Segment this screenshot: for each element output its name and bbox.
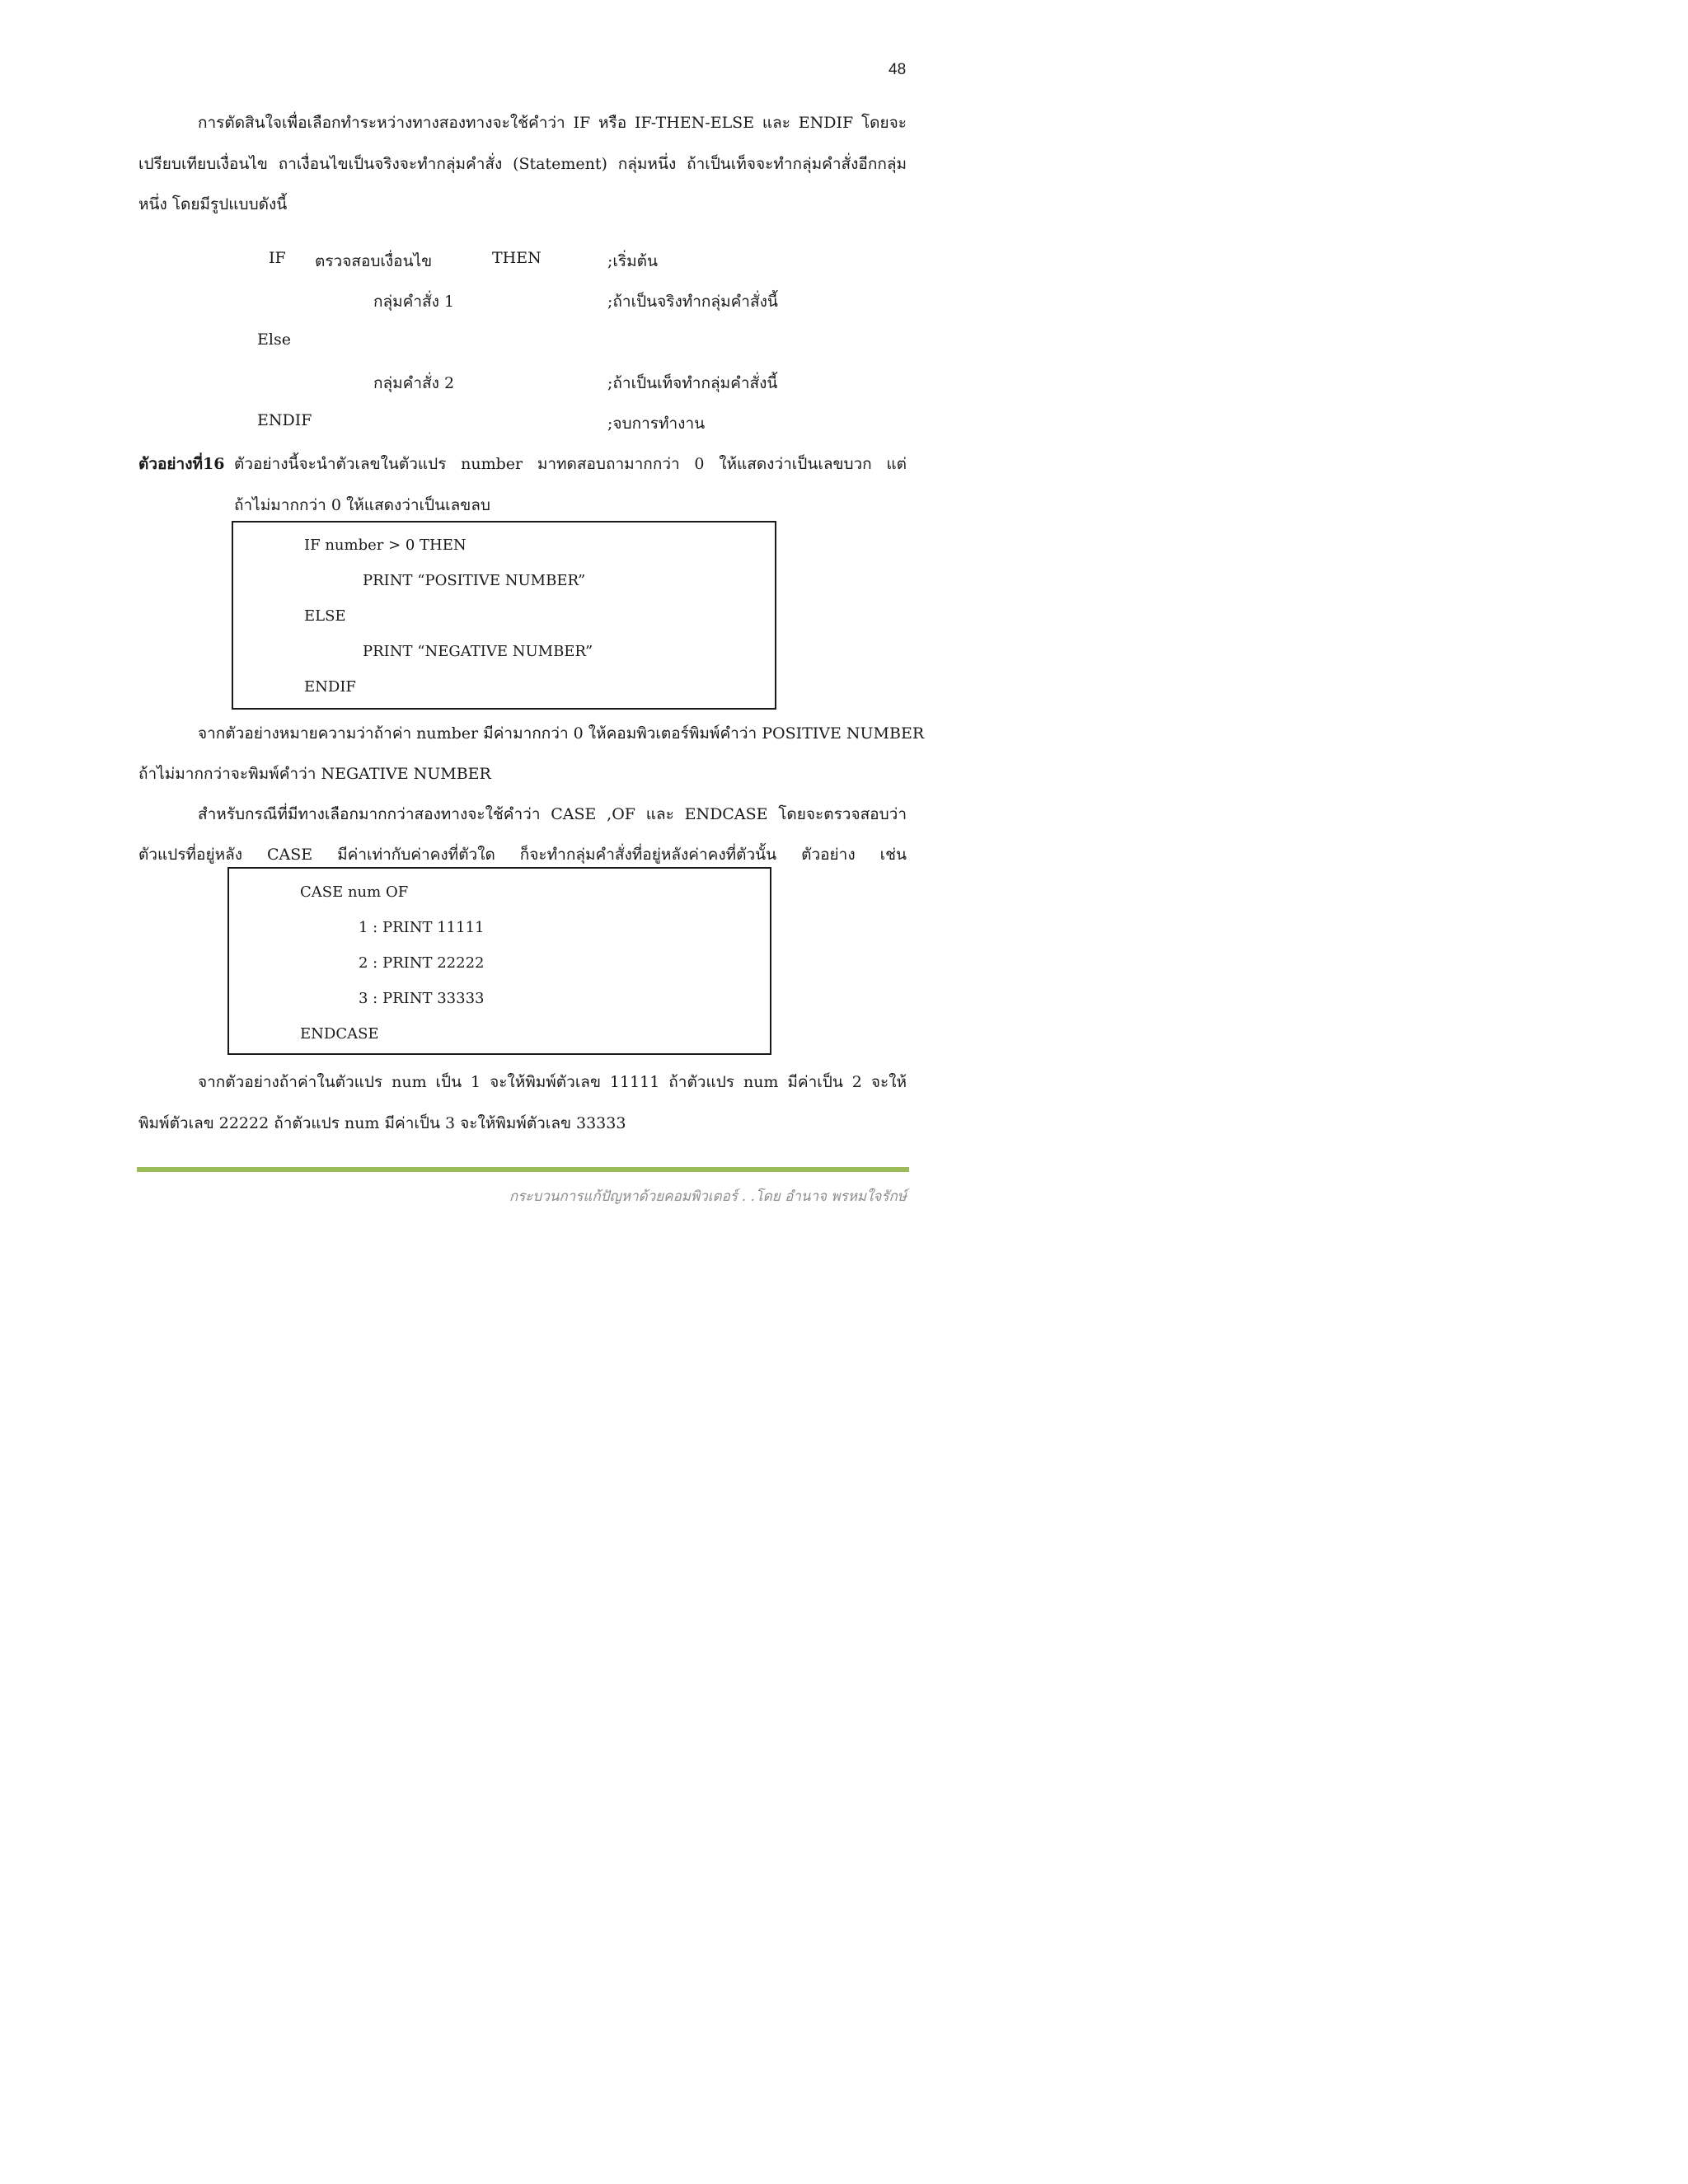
page-number: 48 bbox=[889, 61, 907, 78]
intro-line-2: เปรียบเทียบเงื่อนไข ถาเงื่อนไขเป็นจริงจะทำกลุ่มคำสั่ง (Statement) กลุ่มหนึ่ง ถ้าเป็นเท็จจะทำกลุ่มคำสั่งอีกกลุ่ม bbox=[138, 155, 907, 173]
code-line: ELSE bbox=[304, 607, 346, 625]
footer-rule bbox=[137, 1167, 909, 1172]
footer-text: กระบวนการแก้ปัญหาด้วยคอมพิวเตอร์ . .โดย อำนาจ พรหมใจรักษ์ bbox=[509, 1188, 907, 1205]
syntax-comment-false: ;ถ้าเป็นเท็จทำกลุ่มคำสั่งนี้ bbox=[607, 374, 778, 392]
explanation-1-line-1: จากตัวอย่างหมายความว่าถ้าค่า number มีค่ามากกว่า 0 ให้คอมพิวเตอร์พิมพ์คำว่า POSITIVE NUMBER bbox=[198, 724, 925, 743]
syntax-else-keyword: Else bbox=[257, 330, 291, 349]
code-line: ENDCASE bbox=[300, 1025, 379, 1043]
syntax-condition: ตรวจสอบเงื่อนไข bbox=[315, 252, 433, 270]
code-line: PRINT “POSITIVE NUMBER” bbox=[363, 572, 586, 589]
example-label: ตัวอย่างที่16 bbox=[138, 455, 225, 473]
explanation-2-line-1: จากตัวอย่างถ้าค่าในตัวแปร num เป็น 1 จะให้พิมพ์ตัวเลข 11111 ถ้าตัวแปร num มีค่าเป็น 2 จะให้ bbox=[198, 1073, 907, 1091]
code-line: 1 : PRINT 11111 bbox=[359, 919, 485, 936]
code-line: 2 : PRINT 22222 bbox=[359, 954, 485, 972]
syntax-group-1: กลุ่มคำสั่ง 1 bbox=[373, 293, 455, 311]
explanation-2-line-2: พิมพ์ตัวเลข 22222 ถ้าตัวแปร num มีค่าเป็น 3 จะให้พิมพ์ตัวเลข 33333 bbox=[138, 1114, 626, 1132]
explanation-1-line-2: ถ้าไม่มากกว่าจะพิมพ์คำว่า NEGATIVE NUMBER bbox=[138, 765, 491, 783]
example-line-1: ตัวอย่างนี้จะนำตัวเลขในตัวแปร number มาทดสอบถามากกว่า 0 ให้แสดงว่าเป็นเลขบวก แต่ bbox=[234, 455, 907, 473]
syntax-group-2: กลุ่มคำสั่ง 2 bbox=[373, 374, 455, 392]
intro-line-1: การตัดสินใจเพื่อเลือกทำระหว่างทางสองทางจะใช้คำว่า IF หรือ IF-THEN-ELSE และ ENDIF โดยจะ bbox=[198, 114, 907, 132]
code-box-if bbox=[232, 521, 776, 710]
code-box-case bbox=[227, 867, 771, 1055]
intro-line-3: หนึ่ง โดยมีรูปแบบดังนี้ bbox=[138, 195, 288, 213]
syntax-comment-start: ;เริ่มต้น bbox=[607, 252, 658, 270]
syntax-then-keyword: THEN bbox=[492, 249, 542, 267]
code-line: ENDIF bbox=[304, 678, 356, 696]
example-line-2: ถ้าไม่มากกว่า 0 ให้แสดงว่าเป็นเลขลบ bbox=[234, 496, 490, 514]
code-line: 3 : PRINT 33333 bbox=[359, 990, 485, 1007]
code-line: CASE num OF bbox=[300, 883, 409, 901]
syntax-endif-keyword: ENDIF bbox=[257, 411, 312, 429]
case-intro-line-2: ตัวแปรที่อยู่หลัง CASE มีค่าเท่ากับค่าคงที่ตัวใด ก็จะทำกลุ่มคำสั่งที่อยู่หลังค่าคงที่ตัวนั้น ตัวอย่าง เช่น bbox=[138, 846, 907, 864]
case-intro-line-1: สำหรับกรณีที่มีทางเลือกมากกว่าสองทางจะใช้คำว่า CASE ,OF และ ENDCASE โดยจะตรวจสอบว่า bbox=[198, 805, 907, 823]
syntax-comment-true: ;ถ้าเป็นจริงทำกลุ่มคำสั่งนี้ bbox=[607, 293, 778, 311]
syntax-if-keyword: IF bbox=[269, 249, 286, 267]
code-line: PRINT “NEGATIVE NUMBER” bbox=[363, 643, 593, 660]
code-line: IF number > 0 THEN bbox=[304, 537, 467, 554]
syntax-comment-end: ;จบการทำงาน bbox=[607, 415, 706, 433]
